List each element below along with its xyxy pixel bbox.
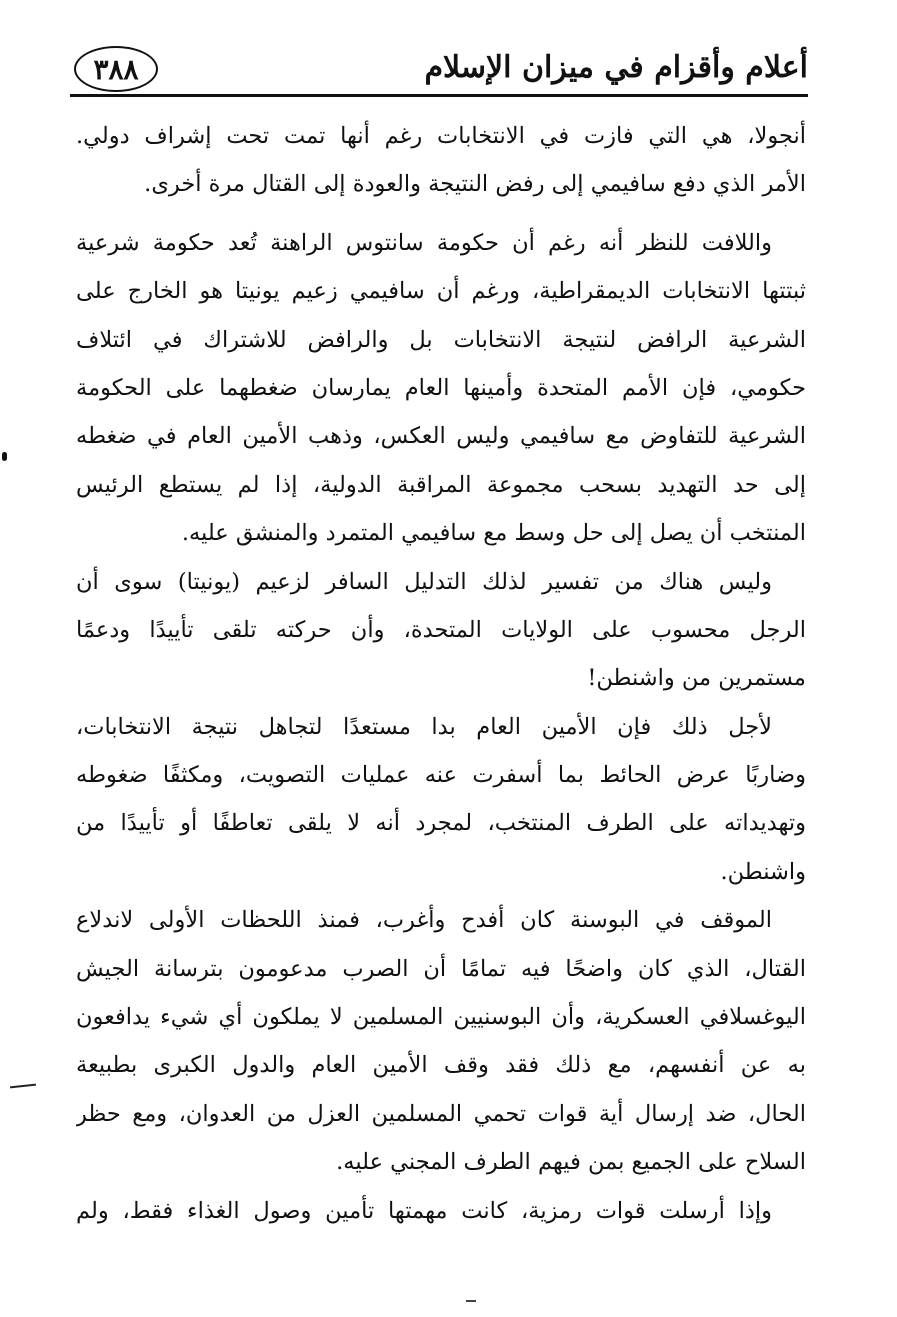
text-line: السلاح على الجميع بمن فيهم الطرف المجني عليه. <box>336 1149 806 1176</box>
text-line: الشرعية الرافض لنتيجة الانتخابات بل والرافض للاشتراك في ائتلاف <box>76 326 806 353</box>
text-line: المنتخب أن يصل إلى حل وسط مع سافيمي المتمرد والمنشق عليه. <box>181 520 806 547</box>
text-line: لأجل ذلك فإن الأمين العام بدا مستعدًا لتجاهل نتيجة الانتخابات، <box>76 713 772 740</box>
text-line: وتهديداته على الطرف المنتخب، لمجرد أنه لا يلقى تعاطفًا أو تأييدًا من <box>76 810 806 837</box>
text-line: الأمر الذي دفع سافيمي إلى رفض النتيجة والعودة إلى القتال مرة أخرى. <box>144 171 806 198</box>
text-line: ثبتتها الانتخابات الديمقراطية، ورغم أن سافيمي زعيم يونيتا هو الخارج على <box>76 278 806 305</box>
text-line: أنجولا، هي التي فازت في الانتخابات رغم أنها تمت تحت إشراف دولي. <box>76 123 806 149</box>
text-line: اليوغسلافي العسكرية، وأن البوسنيين المسلمين لا يملكون أي شيء يدافعون <box>76 1004 806 1031</box>
text-line: الشرعية للتفاوض مع سافيمي وليس العكس، وذهب الأمين العام في ضغطه <box>76 423 806 450</box>
page-number: ٣٨٨ <box>74 46 158 92</box>
body-text <box>76 112 806 1235</box>
margin-mark <box>2 452 7 461</box>
running-title: أعلام وأقزام في ميزان الإسلام <box>424 50 808 85</box>
text-line: إلى حد التهديد بسحب مجموعة المراقبة الدولية، إذا لم يستطع الرئيس <box>76 471 806 498</box>
text-line: القتال، الذي كان واضحًا فيه تمامًا أن الصرب مدعومون بترسانة الجيش <box>76 955 806 982</box>
margin-mark <box>10 1084 36 1089</box>
text-line: الحال، ضد إرسال أية قوات تحمي المسلمين العزل من العدوان، ومع حظر <box>76 1100 806 1127</box>
header-rule <box>70 94 808 97</box>
text-line: به عن أنفسهم، مع ذلك فقد وقف الأمين العام والدول الكبرى بطبيعة <box>76 1052 806 1079</box>
text-line: الموقف في البوسنة كان أفدح وأغرب، فمنذ اللحظات الأولى لاندلاع <box>76 907 772 934</box>
text-line: واللافت للنظر أنه رغم أن حكومة سانتوس الراهنة تُعد حكومة شرعية <box>76 229 772 256</box>
text-line: وضاربًا عرض الحائط بما أسفرت عنه عمليات التصويت، ومكثفًا ضغوطه <box>76 762 806 789</box>
text-line: مستمرين من واشنطن! <box>587 665 806 692</box>
text-line: واشنطن. <box>720 858 806 885</box>
text-line: وليس هناك من تفسير لذلك التدليل السافر لزعيم (يونيتا) سوى أن <box>76 568 772 595</box>
text-line: حكومي، فإن الأمم المتحدة وأمينها العام يمارسان ضغطهما على الحكومة <box>76 374 806 401</box>
text-line: وإذا أرسلت قوات رمزية، كانت مهمتها تأمين وصول الغذاء فقط، ولم <box>76 1197 772 1224</box>
page-header <box>70 38 808 96</box>
margin-mark <box>466 1300 476 1302</box>
text-line: الرجل محسوب على الولايات المتحدة، وأن حركته تلقى تأييدًا ودعمًا <box>76 616 806 643</box>
